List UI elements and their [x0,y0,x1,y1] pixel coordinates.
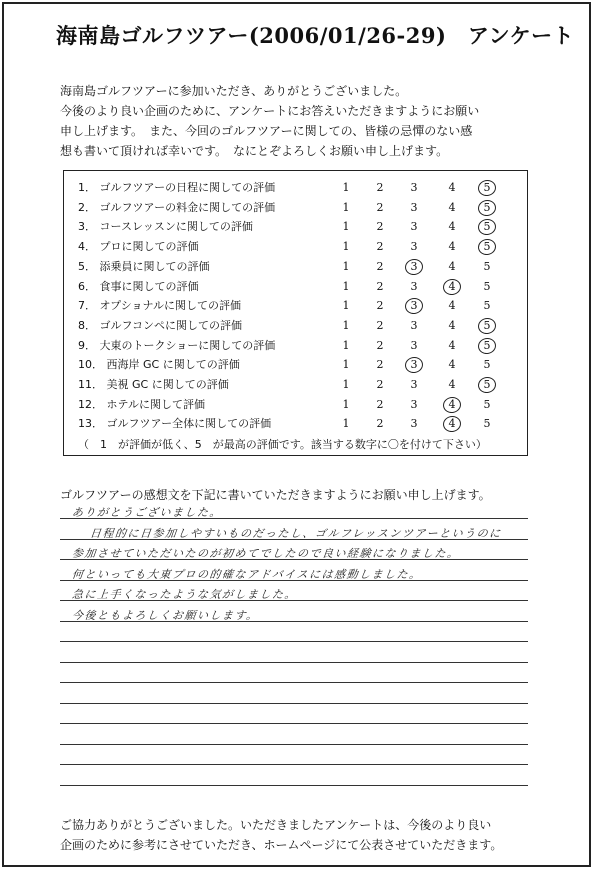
rating-score-option[interactable]: 3 [410,358,418,372]
rating-score-option[interactable]: 3 [410,338,418,352]
rating-row [64,316,529,336]
rating-item-label: 2． ゴルフツアーの料金に関しての評価 [78,200,276,214]
rating-row [64,395,529,415]
rating-score-option[interactable]: 2 [376,220,384,234]
rating-score-option[interactable]: 3 [410,240,418,254]
intro-text [60,81,580,161]
rating-row [64,257,529,277]
handwritten-comment-line: 日程的に日参加しやすいものだったし、ゴルフレッスンツアーというのに [89,526,503,540]
rating-score-option[interactable]: 5 [483,358,491,372]
rating-score-option[interactable]: 5 [483,397,491,411]
rating-score-option[interactable]: 5 [483,259,491,273]
rating-score-option[interactable]: 2 [376,181,384,194]
handwritten-comment-line: 参加させていただいたのが初めてでしたので良い経験になりました。 [71,547,461,560]
ruled-line [60,723,528,724]
rating-score-option[interactable]: 5 [483,338,491,352]
ruled-line [60,662,528,663]
rating-score-option[interactable]: 3 [410,397,418,411]
rating-item-label: 10． 西海岸 GC に関しての評価 [78,358,240,372]
rating-score-option[interactable]: 1 [342,259,350,273]
rating-score-option[interactable]: 4 [448,417,456,431]
rating-row [64,336,529,356]
ruled-line [60,785,528,786]
rating-score-option[interactable]: 4 [448,181,456,194]
rating-score-option[interactable]: 1 [342,378,350,391]
rating-score-option[interactable]: 4 [448,200,456,214]
ruled-line [60,744,528,745]
rating-score-option[interactable]: 3 [410,259,418,273]
rating-score-option[interactable]: 4 [448,397,456,411]
footer-line: 企画のために参考にさせていただき、ホームページにて公表させていただきます。 [60,838,503,852]
rating-score-option[interactable]: 4 [448,338,456,352]
rating-score-option[interactable]: 2 [376,397,384,411]
rating-row [64,198,529,218]
rating-score-option[interactable]: 5 [483,220,491,234]
rating-score-option[interactable]: 1 [342,397,350,411]
rating-score-option[interactable]: 1 [342,358,350,372]
rating-score-option[interactable]: 1 [342,338,350,352]
rating-score-option[interactable]: 2 [376,318,384,332]
rating-item-label: 6． 食事に関しての評価 [78,279,199,293]
rating-row [64,296,529,316]
ruled-line [60,641,528,642]
rating-score-option[interactable]: 2 [376,240,384,254]
rating-score-option[interactable]: 2 [376,378,384,391]
rating-score-option[interactable]: 3 [410,378,418,391]
intro-line: 申し上げます。 また、今回のゴルフツアーに関しての、皆様の忌憚のない感 [60,124,473,138]
rating-item-label: 5． 添乗員に関しての評価 [78,259,210,273]
ruled-line [60,764,528,765]
rating-score-option[interactable]: 3 [410,279,418,293]
rating-score-option[interactable]: 1 [342,200,350,214]
rating-item-label: 8． ゴルフコンペに関しての評価 [78,318,242,332]
rating-score-option[interactable]: 5 [483,181,491,194]
comment-heading: ゴルフツアーの感想文を下記に書いていただきますようにお願い申し上げます。 [60,488,491,502]
rating-score-option[interactable]: 3 [410,318,418,332]
rating-score-option[interactable]: 2 [376,279,384,293]
rating-row [64,237,529,257]
rating-note: （ 1 が評価が低く、5 が最高の評価です。該当する数字に〇を付けて下さい） [78,438,487,451]
rating-row [64,178,529,198]
rating-item-label: 12． ホテルに関して評価 [78,397,205,411]
footer-line: ご協力ありがとうございました。いただきましたアンケートは、今後のより良い [60,818,492,832]
rating-score-option[interactable]: 2 [376,200,384,214]
rating-score-option[interactable]: 4 [448,358,456,372]
rating-score-option[interactable]: 2 [376,299,384,313]
rating-row [64,217,529,237]
rating-score-option[interactable]: 1 [342,240,350,254]
rating-row [64,375,529,395]
rating-item-label: 3． コースレッスンに関しての評価 [78,220,253,234]
rating-score-option[interactable]: 3 [410,200,418,214]
rating-score-option[interactable]: 3 [410,220,418,234]
rating-score-option[interactable]: 3 [410,417,418,431]
rating-row [64,355,529,375]
rating-score-option[interactable]: 1 [342,417,350,431]
rating-score-option[interactable]: 1 [342,279,350,293]
rating-score-option[interactable]: 2 [376,338,384,352]
rating-score-option[interactable]: 5 [483,279,491,293]
rating-score-option[interactable]: 5 [483,240,491,254]
rating-table [63,170,528,456]
rating-score-option[interactable]: 4 [448,259,456,273]
rating-item-label: 7． オプショナルに関しての評価 [78,299,241,313]
ruled-line [60,703,528,704]
rating-score-option[interactable]: 4 [448,378,456,391]
rating-score-option[interactable]: 4 [448,220,456,234]
rating-score-option[interactable]: 2 [376,259,384,273]
rating-score-option[interactable]: 1 [342,220,350,234]
rating-item-label: 1． ゴルフツアーの日程に関しての評価 [78,181,276,194]
rating-score-option[interactable]: 1 [342,299,350,313]
intro-line: 海南島ゴルフツアーに参加いただき、ありがとうございました。 [60,84,408,98]
rating-score-option[interactable]: 5 [483,299,491,313]
rating-score-option[interactable]: 2 [376,358,384,372]
rating-score-option[interactable]: 5 [483,378,491,391]
rating-item-label: 13． ゴルフツアー全体に関しての評価 [78,417,272,431]
rating-item-label: 9． 大東のトークショーに関しての評価 [78,338,276,352]
rating-score-option[interactable]: 5 [483,417,491,431]
rating-score-option[interactable]: 4 [448,279,456,293]
rating-row [64,414,529,434]
handwritten-comment-line: ありがとうございました。 [71,506,223,519]
rating-item-label: 11． 美視 GC に関しての評価 [78,378,229,391]
footer-text [60,815,580,855]
rating-score-option[interactable]: 1 [342,318,350,332]
rating-row [64,277,529,297]
rating-score-option[interactable]: 3 [410,299,418,313]
ruled-line [60,682,528,683]
rating-score-option[interactable]: 2 [376,417,384,431]
rating-item-label: 4． プロに関しての評価 [78,240,199,254]
rating-score-option[interactable]: 4 [448,318,456,332]
handwritten-comment-line: 何といっても大東プロの的確なアドバイスには感動しました。 [71,567,423,581]
rating-score-option[interactable]: 4 [448,240,456,254]
handwritten-comment-line: 今後ともよろしくお願いします。 [71,608,260,622]
intro-line: 今後のより良い企画のために、アンケートにお答えいただきますようにお願い [60,104,480,118]
comment-area[interactable] [60,505,532,805]
page-title: 海南島ゴルフツアー(2006/01/26-29) アンケート [56,23,575,48]
rating-score-option[interactable]: 3 [410,181,418,194]
rating-score-option[interactable]: 1 [342,181,350,194]
rating-score-option[interactable]: 4 [448,299,456,313]
rating-score-option[interactable]: 5 [483,200,491,214]
handwritten-comment-line: 急に上手くなったような気がしました。 [71,588,298,601]
rating-score-option[interactable]: 5 [483,318,491,332]
intro-line: 想も書いて頂ければ幸いです。 なにとぞよろしくお願い申し上げます。 [60,144,449,158]
